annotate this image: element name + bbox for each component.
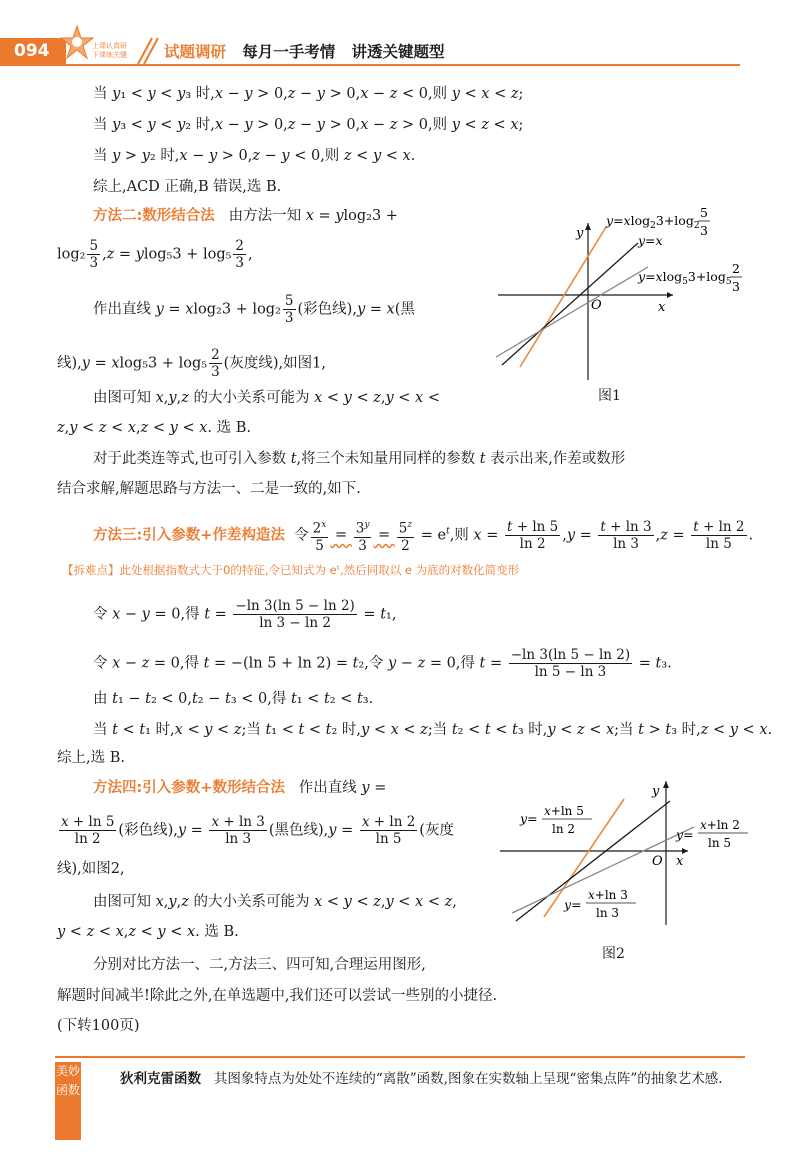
star-logo-icon bbox=[60, 24, 94, 64]
svg-text:x: x bbox=[658, 300, 666, 315]
text-line: 线),如图2, bbox=[57, 861, 125, 877]
svg-text:O: O bbox=[652, 854, 663, 869]
method3-title: 方法三:引入参数+作差构造法 bbox=[93, 527, 285, 544]
svg-text:y=xlog53+log5: $y=xlog_53+\log_5$ bbox=[638, 269, 732, 287]
text-line: 当 y₁ < y < y₃ 时,x − y > 0,z − y > 0,x − z < 0,则 y < x < z; bbox=[93, 86, 524, 102]
svg-text:O: O bbox=[591, 298, 602, 313]
conclusion-text: 综上,ACD 正确,B 错误,选 B. bbox=[93, 179, 282, 195]
continued-note: (下转100页) bbox=[57, 1018, 140, 1034]
header-rule bbox=[0, 64, 740, 66]
method3-line: 方法三:引入参数+作差构造法 令 $\frac{2^x}{5}$ = $\frac{3^y}{3}$ = $\frac{5^z}{2}$ = $e^t$,则 x = $\frac{t + \ln 5}{\ln 2}$ ,y = $\frac{t + \ln 3}{\ln 3}$ ,z = $\frac{t + \ln 2}{\ln 5}$ . bbox=[93, 518, 754, 554]
svg-text:y=xlog23+log2: $y=xlog_23+\log_2$ bbox=[606, 213, 700, 231]
svg-text:x+ln 2: x+ln 2 bbox=[700, 818, 740, 832]
y-axis-arrow-icon bbox=[663, 781, 669, 788]
figure-2-plot bbox=[498, 775, 758, 935]
summary-line-1: 分别对比方法一、二,方法三、四可知,合理运用图形, bbox=[93, 957, 426, 973]
text-line: 由 t₁ − t₂ < 0,t₂ − t₃ < 0,得 t₁ < t₂ < t₃. bbox=[93, 691, 374, 707]
method4-title: 方法四:引入参数+数形结合法 bbox=[93, 780, 285, 796]
svg-text:x: x bbox=[676, 854, 684, 869]
label-y-eq-x: y=x bbox=[638, 233, 663, 248]
svg-text:ln 5: ln 5 bbox=[708, 836, 732, 850]
text-line: 线),y = xlog₅3 + log₅ $\frac{2}{3}$ (灰度线),如图1, bbox=[57, 347, 326, 380]
text-line: 对于此类连等式,也可引入参数 t,将三个未知量用同样的参数 t 表示出来,作差或数形 bbox=[93, 451, 626, 467]
text-line: 当 y > y₂ 时,x − y > 0,z − y < 0,则 z < y < x. bbox=[93, 148, 416, 164]
y-axis-arrow-icon bbox=[585, 223, 591, 230]
text-line: 当 y₃ < y < y₂ 时,x − y > 0,z − y > 0,x − z > 0,则 y < z < x; bbox=[93, 117, 524, 133]
svg-text:x+ln 3: x+ln 3 bbox=[588, 888, 628, 902]
method2-title: 方法二:数形结合法 bbox=[93, 208, 215, 224]
svg-text:ln 3: ln 3 bbox=[596, 906, 620, 920]
method2-line: 方法二:数形结合法 由方法一知 x = ylog₂3 + bbox=[93, 208, 398, 224]
text-line: 综上,选 B. bbox=[57, 750, 125, 766]
text-line: 令 x − z = 0,得 t = −(ln 5 + ln 2) = t₂,令 y − z = 0,得 t = $\frac{-\ln 3(\ln 5 - \ln 2)}{\ln 5 - \ln 3}$ = t₃. bbox=[93, 647, 672, 680]
text-line: 由图可知 x,y,z 的大小关系可能为 x < y < z,y < x < bbox=[93, 390, 440, 406]
summary-line-2: 解题时间减半!除此之外,在单选题中,我们还可以尝试一些别的小捷径. bbox=[57, 988, 498, 1004]
svg-text:y=: y= bbox=[676, 827, 694, 842]
figure-1-plot bbox=[488, 205, 748, 415]
text-line: z,y < z < x,z < y < x. 选 B. bbox=[57, 420, 252, 436]
svg-text:2: 2 bbox=[732, 261, 740, 276]
svg-text:ln 2: ln 2 bbox=[552, 822, 576, 836]
svg-text:3: 3 bbox=[700, 223, 708, 238]
method4-line: 方法四:引入参数+数形结合法 作出直线 y = bbox=[93, 780, 387, 796]
figure-2-caption: 图2 bbox=[602, 946, 625, 962]
text-line: 令 x − y = 0,得 t = $\frac{-\ln 3(\ln 5 - \ln 2)}{\ln 3 - \ln 2}$ = t₁, bbox=[93, 598, 397, 631]
footer-rule bbox=[55, 1056, 745, 1058]
x-axis-arrow-icon bbox=[667, 292, 673, 298]
gray-line bbox=[496, 267, 648, 357]
figure-2 bbox=[498, 775, 758, 965]
figure-1 bbox=[488, 205, 748, 415]
svg-text:5: 5 bbox=[700, 205, 708, 220]
text-line: $\frac{x + \ln 5}{\ln 2}$ (彩色线),y = $\frac{x + \ln 3}{\ln 3}$ (黑色线),y = $\frac{x + \ln 2}{\ln 5}$ (灰度 bbox=[61, 814, 454, 847]
text-line: 结合求解,解题思路与方法一、二是一致的,如下. bbox=[57, 481, 361, 497]
footer-description: 其图象特点为处处不连续的“离散”函数,图象在实数轴上呈现“密集点阵”的抽象艺术感. bbox=[213, 1071, 723, 1087]
footer-category-box: 美妙函数 bbox=[55, 1062, 81, 1140]
black-line bbox=[502, 243, 638, 365]
slash-decoration-icon bbox=[132, 36, 162, 66]
colored-line bbox=[520, 227, 606, 367]
figure-1-caption: 图1 bbox=[598, 388, 621, 404]
page-header bbox=[0, 0, 800, 70]
header-tagline: 上课认真研 下课练关键 bbox=[92, 42, 127, 59]
svg-text:x+ln 5: x+ln 5 bbox=[544, 804, 584, 818]
svg-text:y=: y= bbox=[520, 811, 538, 826]
header-title: 试题调研 每月一手考情 讲透关键题型 bbox=[164, 43, 445, 61]
text-line: log₂ $\frac{5}{3}$ ,z = ylog₅3 + log₅ $\frac{2}{3}$ , bbox=[57, 238, 253, 271]
footer-text bbox=[120, 1068, 760, 1090]
text-line: 由图可知 x,y,z 的大小关系可能为 x < y < z,y < x < z, bbox=[93, 894, 457, 910]
text-line: y < z < x,z < y < x. 选 B. bbox=[57, 924, 239, 940]
footer-term: 狄利克雷函数 bbox=[120, 1071, 201, 1087]
svg-text:y=: y= bbox=[564, 897, 582, 912]
svg-text:y: y bbox=[576, 226, 584, 241]
text-line: 作出直线 y = xlog₂3 + log₂ $\frac{5}{3}$ (彩色线),y = x(黑 bbox=[93, 293, 415, 326]
svg-text:y: y bbox=[652, 784, 660, 799]
svg-text:3: 3 bbox=[732, 279, 740, 294]
text-line: 当 t < t₁ 时,x < y < z;当 t₁ < t < t₂ 时,y < x < z;当 t₂ < t < t₃ 时,y < z < x;当 t > t₃ 时,z < y < x. bbox=[93, 722, 773, 738]
method3-note: 【拆难点】此处根据指数式大于0的特征,令已知式为 eᵗ,然后同取以 e 为底的对数化简变形 bbox=[62, 563, 520, 577]
page-number: 094 bbox=[0, 38, 66, 64]
